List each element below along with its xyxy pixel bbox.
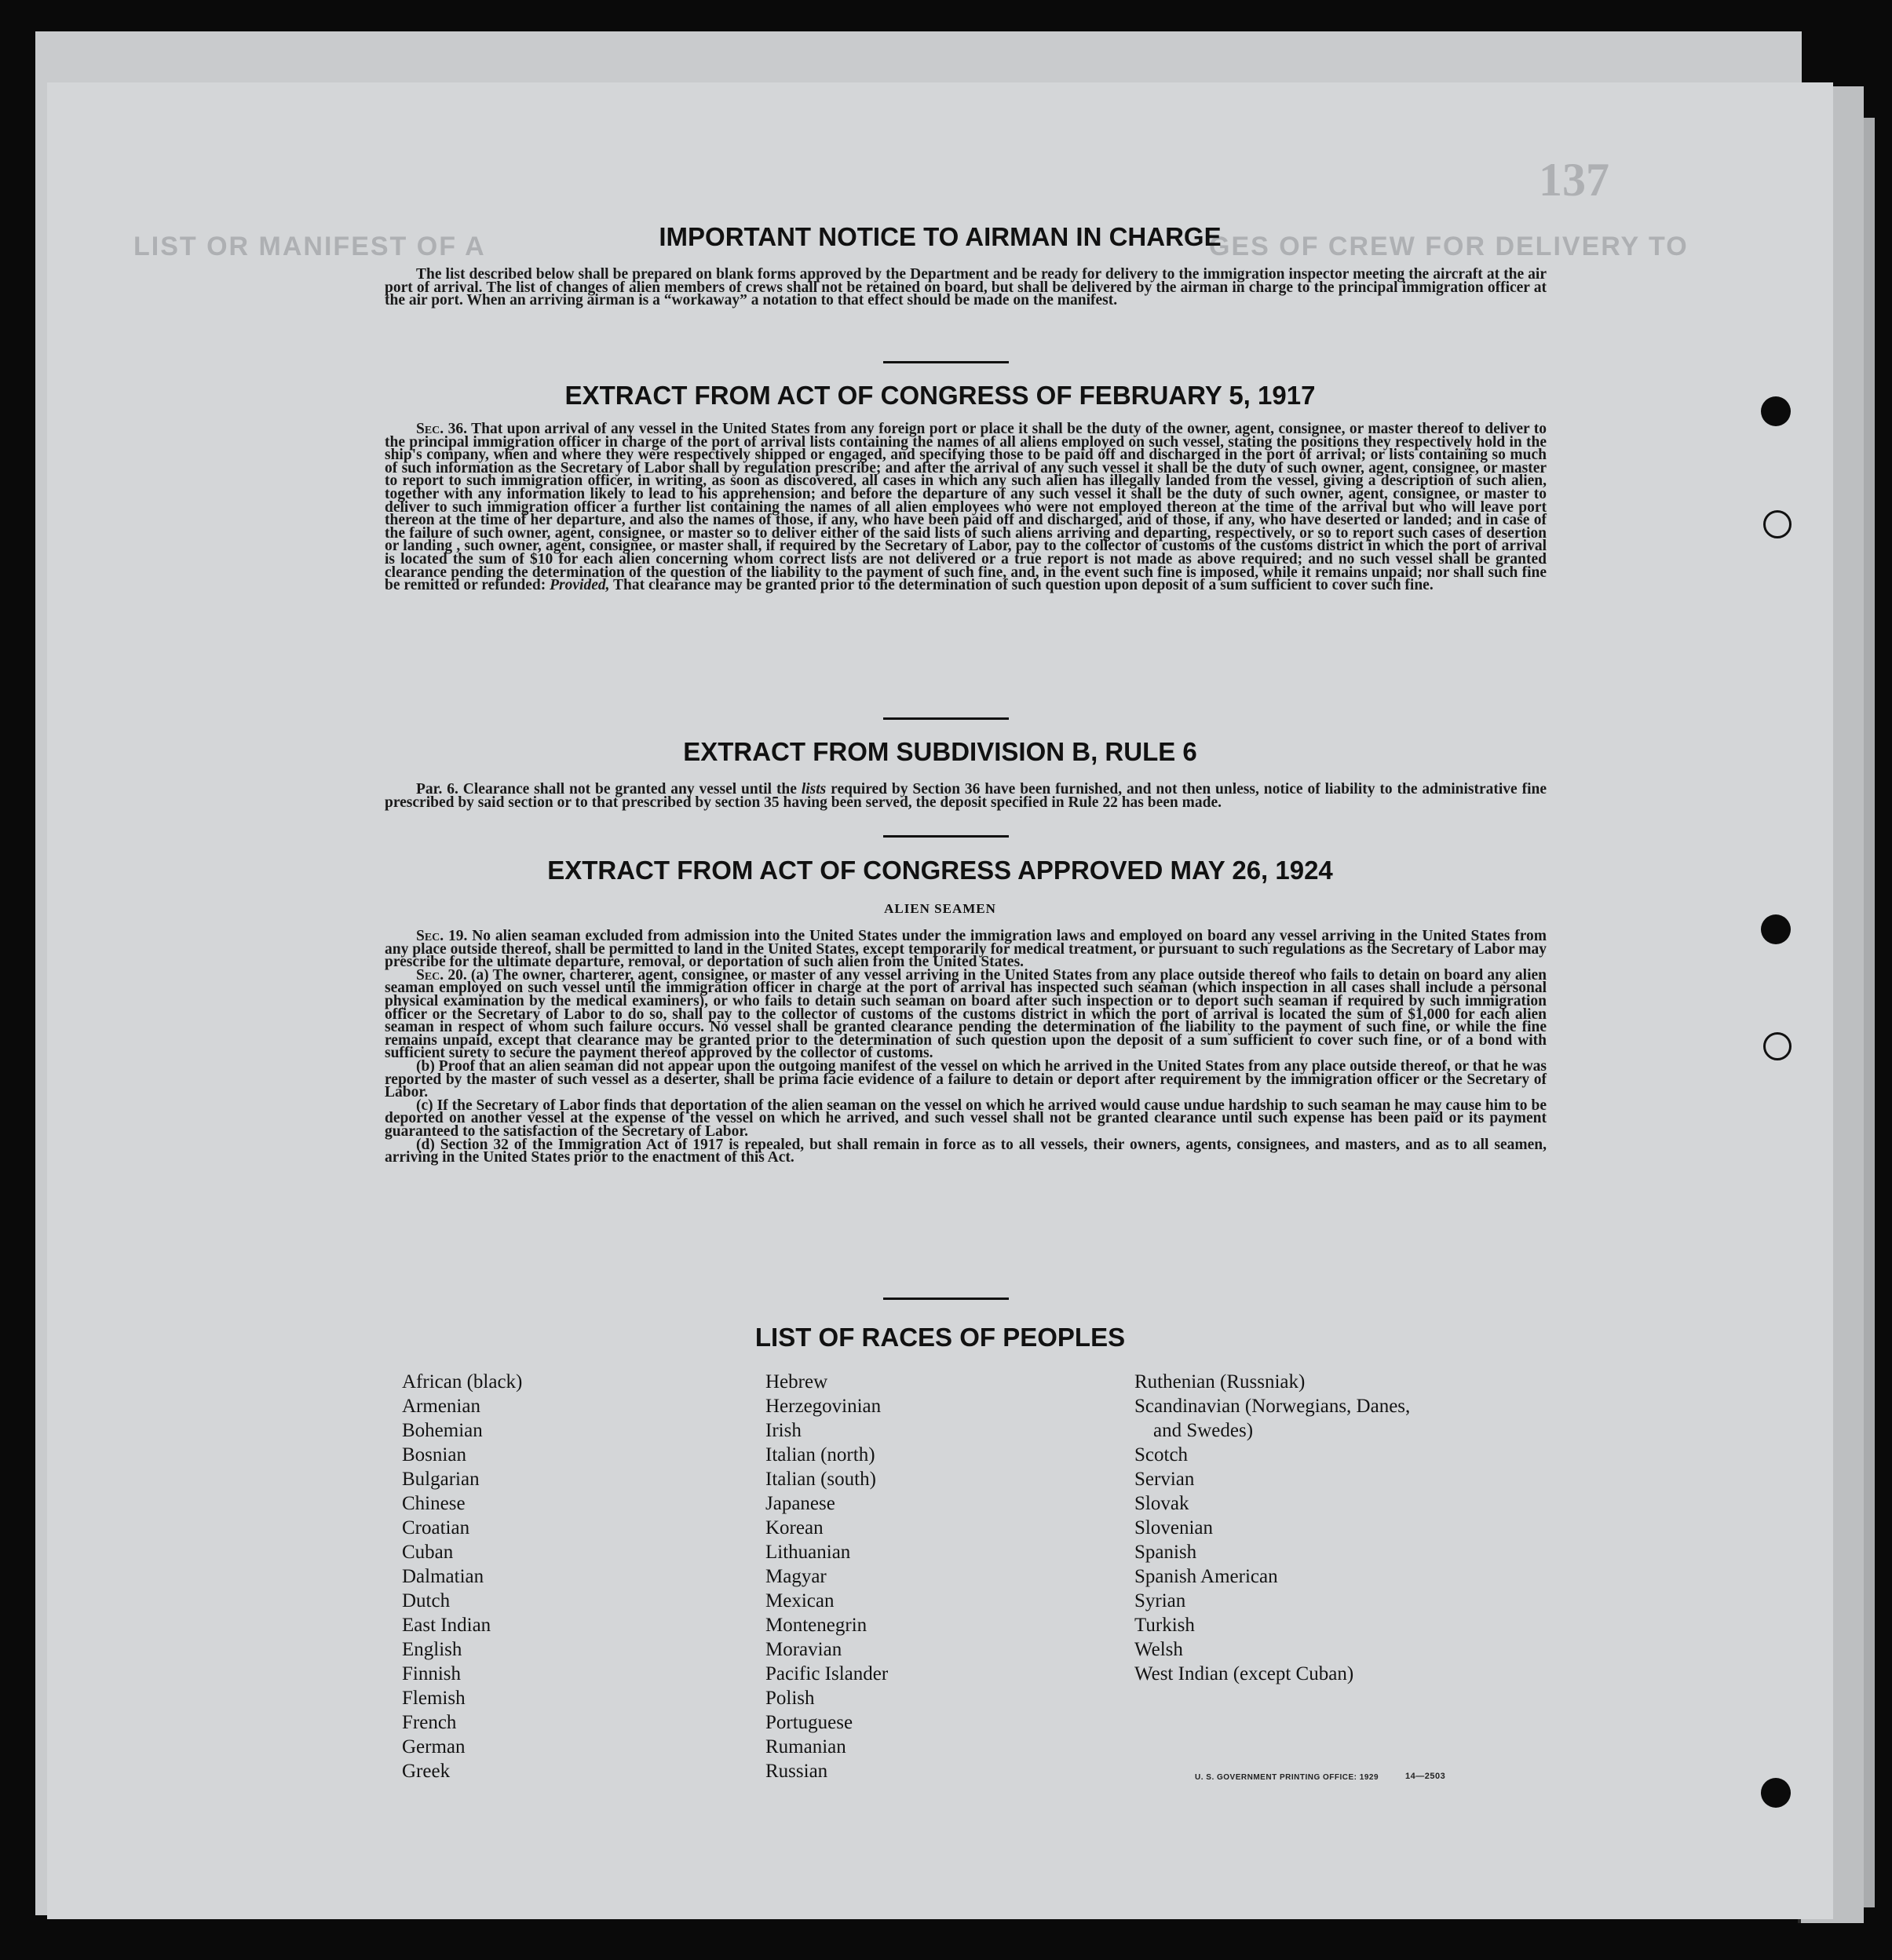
race-entry: French <box>402 1712 457 1733</box>
race-entry: African (black) <box>402 1371 523 1392</box>
rule-6-paragraph: Par. 6. Clearance shall not be granted any vessel until the lists required by Section 36 have been furnished, and not then unless, notice of liability to the administrative fine prescribed by said section or to that prescribed by section 35 having been served, the deposit specified in Rule 22 has been made. <box>385 781 1547 811</box>
divider <box>883 717 1009 720</box>
notice-title: IMPORTANT NOTICE TO AIRMAN IN CHARGE <box>659 222 1222 251</box>
race-entry: Syrian <box>1134 1590 1186 1611</box>
rule-6-title: EXTRACT FROM SUBDIVISION B, RULE 6 <box>683 737 1197 766</box>
race-entry: Mexican <box>765 1590 835 1611</box>
race-entry: Pacific Islander <box>765 1663 889 1684</box>
race-entry: Finnish <box>402 1663 462 1684</box>
race-entry: Rumanian <box>765 1736 846 1757</box>
race-entry: Flemish <box>402 1688 466 1709</box>
race-entry: Cuban <box>402 1542 454 1563</box>
race-entry: Spanish American <box>1134 1566 1278 1587</box>
race-entry: Japanese <box>765 1493 835 1514</box>
punch-hole <box>1761 1778 1791 1808</box>
race-entry: Slovak <box>1134 1493 1189 1514</box>
act-1917-title: EXTRACT FROM ACT OF CONGRESS OF FEBRUARY 5, 1917 <box>564 381 1316 410</box>
race-entry: Polish <box>765 1688 815 1709</box>
race-entry: Welsh <box>1134 1639 1183 1660</box>
race-entry: Bohemian <box>402 1420 483 1441</box>
race-entry: Irish <box>765 1420 802 1441</box>
act-1917-section-36: Sec. 36. That upon arrival of any vessel in the United States from any foreign port or place it shall be the duty of the owner, agent, consignee, or master thereof to deliver to the principal immigration officer in charge of the port of arrival lists containing the names of all aliens employed on such vessel, stating the positions they respectively hold in the ship's company, when and where they were respectively shipped or engaged, and specifying those to be paid off and discharged in the port of arrival; or lists containing so much of such information as the Secretary of Labor shall by regulation prescribe; and after the arrival of any such vessel it shall be the duty of such owner, agent, consignee, or master to report to such immigration officer, in writing, as soon as discovered, all cases in which any such alien has illegally landed from the vessel, giving a description of such alien, together with any information likely to lead to his apprehension; and before the departure of any such vessel it shall be the duty of such owner, agent, consignee, or master to deliver to such immigration officer a further list containing the names of all alien employees who were not employed thereon at the time of the arrival but who will leave port thereon at the time of her departure, and also the names of those, if any, who have been paid off and discharged, and of those, if any, who have deserted or landed; and in case of the failure of such owner, agent, consignee, or master so to deliver either of the said lists of such aliens arriving and departing, respectively, or so to report such cases of desertion or landing , such owner, agent, consignee, or master shall, if required by the Secretary of Labor, pay to the collector of customs of the customs district in which the port of arrival is located the sum of $10 for each alien concerning whom correct lists are not delivered or a true report is not made as above required; and no such vessel shall be granted clearance pending the determination of the question of the liability to the payment of such fine, and, in the event such fine is imposed, while it remains unpaid; nor shall such fine be remitted or refunded: Provided, That clearance may be granted prior to the determination of such question upon deposit of a sum sufficient to cover such fine. <box>385 421 1547 594</box>
race-entry: Bosnian <box>402 1444 466 1465</box>
race-entry: German <box>402 1736 466 1757</box>
race-entry: Scotch <box>1134 1444 1189 1465</box>
bleed-through-heading-right: GES OF CREW FOR DELIVERY TO <box>1209 232 1689 261</box>
act-1924-title: EXTRACT FROM ACT OF CONGRESS APPROVED MAY 26, 1924 <box>547 856 1333 885</box>
race-entry: Turkish <box>1134 1615 1195 1636</box>
divider <box>883 835 1009 838</box>
race-entry: Korean <box>765 1517 824 1538</box>
race-entry: Italian (south) <box>765 1469 876 1490</box>
race-entry: English <box>402 1639 462 1660</box>
race-entry: Scandinavian (Norwegians, Danes, <box>1134 1396 1411 1417</box>
race-entry: Slovenian <box>1134 1517 1213 1538</box>
race-entry: Bulgarian <box>402 1469 480 1490</box>
races-column-1 <box>402 1370 522 1783</box>
race-entry: Herzegovinian <box>765 1396 882 1417</box>
punch-hole <box>1763 510 1792 538</box>
printer-imprint: U. S. GOVERNMENT PRINTING OFFICE: 1929 <box>1195 1773 1379 1782</box>
race-entry: East Indian <box>402 1615 491 1636</box>
race-entry: Magyar <box>765 1566 827 1587</box>
document-page <box>47 82 1833 1919</box>
race-entry: Montenegrin <box>765 1615 867 1636</box>
race-entry: Greek <box>402 1761 451 1782</box>
notice-paragraph: The list described below shall be prepared on blank forms approved by the Department and be ready for delivery to the immigration inspector meeting the aircraft at the air port of arrival. The list of changes of alien members of crews shall not be retained on board, but shall be delivered by the airman in charge to the principal immigration officer at the air port. When an arriving airman is a “workaway” a notation to that effect should be made on the manifest. <box>385 266 1547 309</box>
race-entry: Italian (north) <box>765 1444 875 1465</box>
race-entry: West Indian (except Cuban) <box>1134 1663 1354 1684</box>
race-entry: Ruthenian (Russniak) <box>1134 1371 1306 1392</box>
divider <box>883 361 1009 363</box>
alien-seamen-subtitle: ALIEN SEAMEN <box>884 901 996 916</box>
race-entry: Servian <box>1134 1469 1195 1490</box>
divider <box>883 1298 1009 1300</box>
race-entry: Portuguese <box>765 1712 853 1733</box>
races-column-3 <box>1134 1370 1410 1686</box>
race-entry: Spanish <box>1134 1542 1197 1563</box>
race-entry: Armenian <box>402 1396 480 1417</box>
race-entry: Lithuanian <box>765 1542 851 1563</box>
race-entry: Croatian <box>402 1517 470 1538</box>
act-1924-sections: Sec. 19. No alien seaman excluded from admission into the United States under the immigration laws and employed on board any vessel arriving in the United States from any place outside thereof, shall be permitted to land in the United States, except temporarily for medical treatment, or pursuant to such regulations as the Secretary of Labor may prescribe for the ultimate departure, removal, or deportation of such alien from the United States. Sec. 20. (a) The owner, charterer, agent, consignee, or master of any vessel arriving in the United States from any place outside thereof who fails to detain on board any alien seaman employed on such vessel until the immigration officer in charge at the port of arrival has inspected such seaman (which inspection in all cases shall include a personal physical examination by the medical examiners), or who fails to detain such seaman on board after such inspection or to deport such seaman if required by such immigration officer or the Secretary of Labor to do so, shall pay to the collector of customs of the customs district in which the port of arrival is located the sum of $1,000 for each alien seaman in respect of whom such failure occurs. No vessel shall be granted clearance pending the determination of the liability to the payment of such fine, or while the fine remains unpaid, except that clearance may be granted prior to the determination of such question upon the deposit of a sum sufficient to cover such fine, or of a bond with sufficient surety to secure the payment thereof approved by the collector of customs. (b) Proof that an alien seaman did not appear upon the outgoing manifest of the vessel on which he arrived in the United States from any place outside thereof, or that he was reported by the master of such vessel as a deserter, shall be prima facie evidence of a failure to detain or deport after requirement by the immigration officer or the Secretary of Labor. (c) If the Secretary of Labor finds that deportation of the alien seaman on the vessel on which he arrived would cause undue hardship to such seaman he may cause him to be deported on another vessel at the expense of the vessel on which he arrived, and such vessel shall not be granted clearance until such expense has been paid or its payment guaranteed to the satisfaction of the Secretary of Labor. (d) Section 32 of the Immigration Act of 1917 is repealed, but shall remain in force as to all vessels, their owners, agents, consignees, and masters, and as to all seamen, arriving in the United States prior to the enactment of this Act. <box>385 928 1547 1166</box>
bleed-through-page-number: 137 <box>1539 154 1609 206</box>
race-entry: Dutch <box>402 1590 451 1611</box>
punch-hole <box>1761 914 1791 944</box>
race-entry: Russian <box>765 1761 828 1782</box>
bleed-through-heading: LIST OR MANIFEST OF A <box>133 232 486 261</box>
punch-hole <box>1763 1032 1792 1060</box>
punch-hole <box>1761 396 1791 426</box>
race-entry: Dalmatian <box>402 1566 484 1587</box>
races-column-2 <box>765 1370 888 1783</box>
race-entry: Hebrew <box>765 1371 828 1392</box>
race-entry-continuation: and Swedes) <box>1153 1420 1254 1441</box>
race-entry: Moravian <box>765 1639 842 1660</box>
form-number: 14—2503 <box>1405 1772 1446 1781</box>
races-title: LIST OF RACES OF PEOPLES <box>754 1323 1126 1352</box>
race-entry: Chinese <box>402 1493 466 1514</box>
